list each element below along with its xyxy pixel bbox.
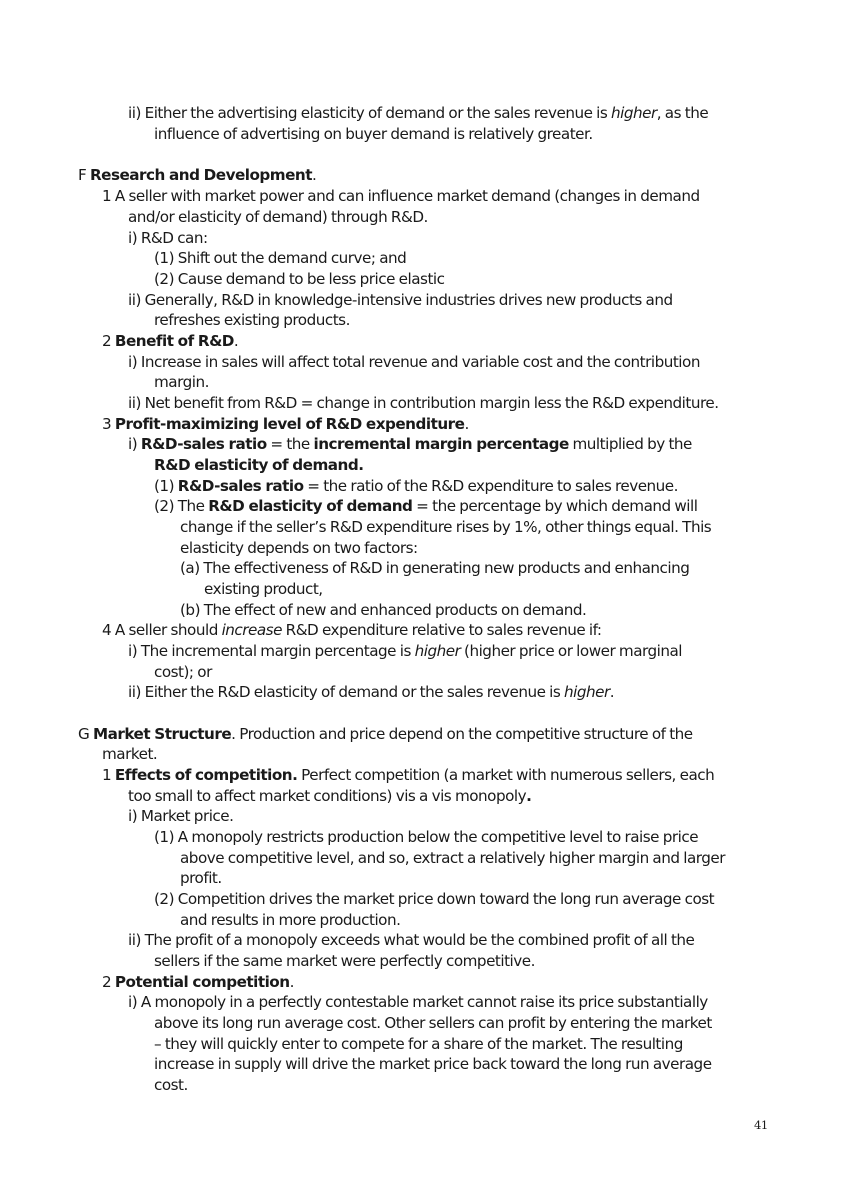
text-line [128,641,682,662]
text-segment: market. [102,745,158,763]
text-line [128,228,208,249]
bold-text: R&D elasticity of demand. [154,456,364,474]
text-line [102,765,714,786]
text-line [102,620,602,641]
text-segment: cost); or [154,663,212,681]
text-segment: – they will quickly enter to compete for a share of the market. The resulting [154,1035,683,1053]
text-segment: ii) The profit of a monopoly exceeds what would be the combined profit of all the [128,931,695,949]
text-line [154,827,698,848]
text-line [180,910,400,931]
text-line [154,1075,188,1096]
text-line [154,269,444,290]
italic-text: increase [221,621,282,639]
text-line [102,972,294,993]
bold-text: Market Structure [93,725,232,743]
bold-text: R&D-sales ratio [177,477,304,495]
text-segment: and/or elasticity of demand) through R&D. [128,208,428,226]
text-segment: ii) Either the R&D elasticity of demand or the sales revenue is [128,683,565,701]
text-segment: (1) [154,477,178,495]
italic-text: higher [611,104,657,122]
text-line [128,290,673,311]
text-line [154,1054,712,1075]
text-segment: profit. [180,869,222,887]
bold-text: Research and Development [89,166,312,184]
text-line [128,207,428,228]
text-line [102,331,238,352]
text-segment: Perfect competition (a market with numerous sellers, each [297,766,715,784]
text-line [180,517,711,538]
text-line [154,889,714,910]
bold-text: Potential competition [114,973,290,991]
text-segment: 1 [102,766,115,784]
text-line [128,682,614,703]
text-segment: 2 [102,973,115,991]
text-segment: G [78,725,93,743]
text-segment: R&D expenditure relative to sales revenue if: [281,621,602,639]
text-line [154,310,350,331]
text-segment: (b) The effect of new and enhanced products on demand. [180,601,587,619]
text-segment: above competitive level, and so, extract a relatively higher margin and larger [180,849,725,867]
bold-text: Effects of competition. [114,766,298,784]
text-line [102,186,700,207]
text-segment: ii) Either the advertising elasticity of demand or the sales revenue is [128,104,612,122]
italic-text: higher [414,642,461,660]
text-line [78,165,316,186]
text-segment: too small to affect market conditions) vis a vis monopoly [128,787,527,805]
text-line [154,662,212,683]
text-segment: (1) A monopoly restricts production below the competitive level to raise price [154,828,699,846]
text-line [128,434,692,455]
text-line [180,848,725,869]
text-segment: = the percentage by which demand will [412,497,698,515]
text-segment: (2) The [154,497,209,515]
text-line [128,992,708,1013]
text-segment: i) A monopoly in a perfectly contestable market cannot raise its price substantially [128,993,708,1011]
text-segment: i) Market price. [128,807,234,825]
text-segment: , as the [656,104,709,122]
text-segment: i) Increase in sales will affect total revenue and variable cost and the contribution [128,353,700,371]
text-segment: i) The incremental margin percentage is [128,642,415,660]
text-segment: (higher price or lower marginal [460,642,683,660]
text-line [180,868,222,889]
bold-text: R&D-sales ratio [140,435,267,453]
text-segment: = the [266,435,314,453]
bold-text: . [526,787,532,805]
text-line [78,724,693,745]
text-segment: (1) Shift out the demand curve; and [154,249,407,267]
text-line [128,352,700,373]
text-segment: = the ratio of the R&D expenditure to sales revenue. [303,477,678,495]
text-line [154,248,406,269]
text-line [180,600,586,621]
text-segment: change if the seller’s R&D expenditure rises by 1%, other things equal. This [180,518,712,536]
text-line [180,558,689,579]
text-segment: ii) Net benefit from R&D = change in contribution margin less the R&D expenditure. [128,394,719,412]
text-segment: i) [128,435,141,453]
bold-text: R&D elasticity of demand [208,497,413,515]
bold-text: Benefit of R&D [114,332,234,350]
text-line [102,744,157,765]
text-segment: sellers if the same market were perfectly competitive. [154,952,535,970]
text-line [128,103,708,124]
text-segment: elasticity depends on two factors: [180,539,418,557]
text-line [128,393,719,414]
text-segment: refreshes existing products. [154,311,350,329]
text-segment: (2) Cause demand to be less price elastic [154,270,445,288]
text-segment: . [233,332,239,350]
text-segment: 2 [102,332,115,350]
text-segment: cost. [154,1076,188,1094]
text-segment: ii) Generally, R&D in knowledge-intensive industries drives new products and [128,291,673,309]
text-line [180,538,418,559]
text-segment: . [464,415,469,433]
text-segment: (2) Competition drives the market price down toward the long run average cost [154,890,715,908]
text-segment: (a) The effectiveness of R&D in generating new products and enhancing [180,559,690,577]
text-segment: influence of advertising on buyer demand is relatively greater. [154,125,593,143]
text-line [128,930,694,951]
text-segment: F [78,166,90,184]
text-line [154,1034,683,1055]
text-segment: i) R&D can: [128,229,208,247]
page-number: 41 [754,1118,768,1132]
text-segment: . Production and price depend on the competitive structure of the [231,725,693,743]
text-segment: increase in supply will drive the market price back toward the long run average [154,1055,712,1073]
text-line [128,806,233,827]
text-line [154,455,363,476]
text-line [154,496,697,517]
text-line [154,124,593,145]
text-line [154,951,535,972]
text-segment: above its long run average cost. Other sellers can profit by entering the market [154,1014,712,1032]
text-line [154,372,209,393]
text-segment: . [289,973,294,991]
text-segment: 1 A seller with market power and can influence market demand (changes in demand [102,187,700,205]
bold-text: Profit-maximizing level of R&D expenditure [114,415,465,433]
text-segment: multiplied by the [568,435,692,453]
text-segment: . [311,166,317,184]
text-segment: margin. [154,373,209,391]
text-segment: 3 [102,415,115,433]
text-line [128,786,531,807]
italic-text: higher [564,683,610,701]
text-segment: existing product, [204,580,323,598]
text-segment: . [609,683,615,701]
text-segment: 4 A seller should [102,621,222,639]
text-line [204,579,323,600]
text-line [154,476,678,497]
text-line [102,414,469,435]
text-segment: and results in more production. [180,911,401,929]
text-line [154,1013,712,1034]
bold-text: incremental margin percentage [313,435,569,453]
